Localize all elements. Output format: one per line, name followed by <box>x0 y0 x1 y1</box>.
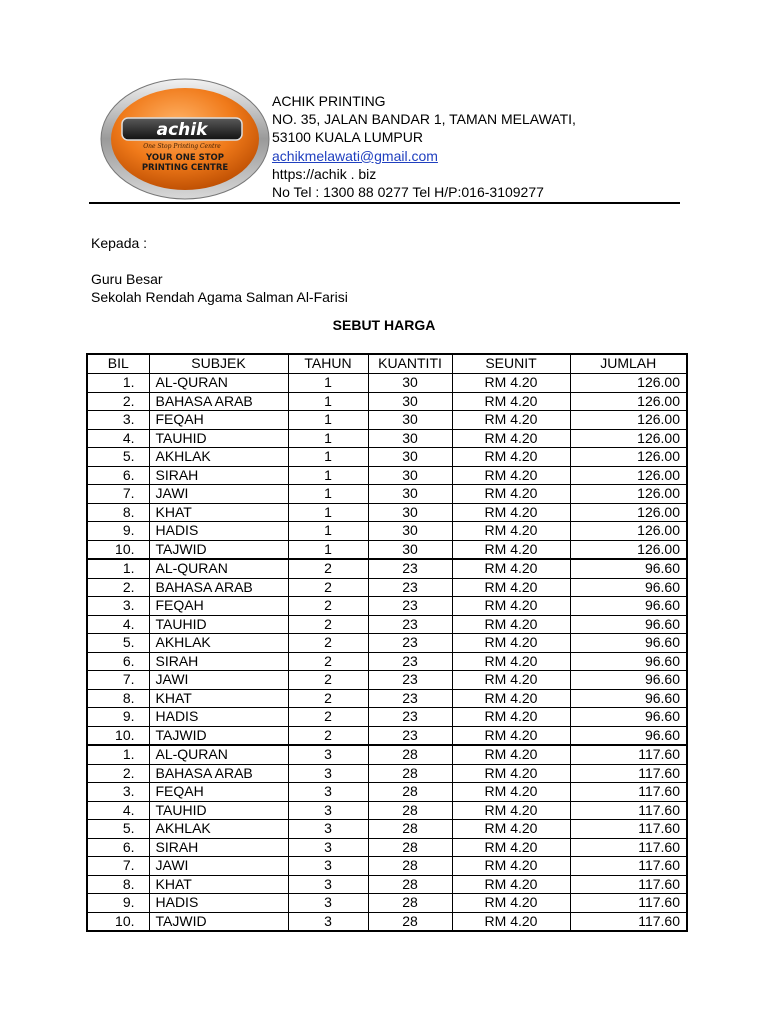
cell-seunit: RM 4.20 <box>452 503 570 522</box>
cell-subjek: SIRAH <box>149 466 288 485</box>
cell-kuantiti: 23 <box>368 578 452 597</box>
cell-kuantiti: 28 <box>368 912 452 931</box>
document-title: SEBUT HARGA <box>332 317 436 333</box>
table-body <box>87 374 687 932</box>
cell-tahun: 3 <box>288 820 368 839</box>
cell-tahun: 3 <box>288 801 368 820</box>
cell-subjek: KHAT <box>149 689 288 708</box>
cell-kuantiti: 30 <box>368 448 452 467</box>
cell-tahun: 2 <box>288 634 368 653</box>
cell-seunit: RM 4.20 <box>452 392 570 411</box>
cell-jumlah: 126.00 <box>570 485 687 504</box>
header-seunit: SEUNIT <box>452 354 570 374</box>
cell-kuantiti: 30 <box>368 411 452 430</box>
cell-bil: 7. <box>87 857 149 876</box>
cell-jumlah: 117.60 <box>570 764 687 783</box>
cell-jumlah: 117.60 <box>570 857 687 876</box>
cell-kuantiti: 30 <box>368 485 452 504</box>
cell-seunit: RM 4.20 <box>452 875 570 894</box>
cell-bil: 10. <box>87 540 149 559</box>
cell-seunit: RM 4.20 <box>452 745 570 764</box>
table-row <box>87 522 687 541</box>
cell-subjek: TAUHID <box>149 801 288 820</box>
salutation: Kepada : <box>91 235 148 251</box>
cell-tahun: 3 <box>288 764 368 783</box>
cell-seunit: RM 4.20 <box>452 429 570 448</box>
cell-jumlah: 96.60 <box>570 559 687 578</box>
cell-subjek: AKHLAK <box>149 448 288 467</box>
cell-seunit: RM 4.20 <box>452 652 570 671</box>
cell-jumlah: 96.60 <box>570 578 687 597</box>
cell-jumlah: 126.00 <box>570 540 687 559</box>
cell-seunit: RM 4.20 <box>452 615 570 634</box>
cell-seunit: RM 4.20 <box>452 374 570 393</box>
cell-tahun: 1 <box>288 522 368 541</box>
cell-bil: 7. <box>87 671 149 690</box>
cell-tahun: 2 <box>288 652 368 671</box>
cell-subjek: SIRAH <box>149 838 288 857</box>
cell-bil: 6. <box>87 652 149 671</box>
cell-tahun: 1 <box>288 485 368 504</box>
header-tahun: TAHUN <box>288 354 368 374</box>
cell-tahun: 2 <box>288 597 368 616</box>
cell-tahun: 3 <box>288 745 368 764</box>
recipient-line1: Guru Besar <box>91 270 163 287</box>
website: https://achik . biz <box>272 165 377 182</box>
cell-jumlah: 96.60 <box>570 597 687 616</box>
cell-tahun: 3 <box>288 838 368 857</box>
cell-kuantiti: 30 <box>368 522 452 541</box>
phone-numbers: No Tel : 1300 88 0277 Tel H/P:016-3109277 <box>272 184 544 201</box>
cell-tahun: 2 <box>288 559 368 578</box>
recipient-block <box>91 234 348 307</box>
table-row <box>87 485 687 504</box>
cell-tahun: 1 <box>288 448 368 467</box>
cell-kuantiti: 28 <box>368 764 452 783</box>
table-row <box>87 857 687 876</box>
cell-seunit: RM 4.20 <box>452 522 570 541</box>
table-row <box>87 671 687 690</box>
table-row <box>87 615 687 634</box>
company-info <box>272 92 576 201</box>
table-row <box>87 764 687 783</box>
logo-tagline-script: One Stop Printing Centre <box>143 143 221 150</box>
cell-seunit: RM 4.20 <box>452 708 570 727</box>
cell-bil: 4. <box>87 429 149 448</box>
achik-logo <box>100 78 270 200</box>
cell-subjek: TAJWID <box>149 540 288 559</box>
table-row <box>87 820 687 839</box>
cell-jumlah: 96.60 <box>570 652 687 671</box>
cell-kuantiti: 30 <box>368 503 452 522</box>
cell-jumlah: 96.60 <box>570 634 687 653</box>
cell-bil: 1. <box>87 374 149 393</box>
cell-bil: 4. <box>87 801 149 820</box>
table-row <box>87 540 687 559</box>
cell-subjek: HADIS <box>149 708 288 727</box>
table-row <box>87 689 687 708</box>
cell-tahun: 1 <box>288 429 368 448</box>
cell-subjek: JAWI <box>149 485 288 504</box>
cell-subjek: SIRAH <box>149 652 288 671</box>
cell-kuantiti: 30 <box>368 466 452 485</box>
table-row <box>87 912 687 931</box>
cell-seunit: RM 4.20 <box>452 540 570 559</box>
cell-tahun: 2 <box>288 689 368 708</box>
cell-seunit: RM 4.20 <box>452 411 570 430</box>
cell-bil: 7. <box>87 485 149 504</box>
recipient-line2: Sekolah Rendah Agama Salman Al-Farisi <box>91 289 348 305</box>
cell-subjek: AKHLAK <box>149 820 288 839</box>
table-row <box>87 875 687 894</box>
cell-jumlah: 96.60 <box>570 708 687 727</box>
cell-kuantiti: 28 <box>368 838 452 857</box>
cell-kuantiti: 28 <box>368 820 452 839</box>
cell-subjek: KHAT <box>149 875 288 894</box>
cell-seunit: RM 4.20 <box>452 634 570 653</box>
cell-jumlah: 126.00 <box>570 411 687 430</box>
cell-jumlah: 96.60 <box>570 615 687 634</box>
table-row <box>87 652 687 671</box>
cell-subjek: BAHASA ARAB <box>149 578 288 597</box>
table-row <box>87 559 687 578</box>
letterhead-divider <box>89 202 680 204</box>
cell-subjek: TAUHID <box>149 429 288 448</box>
table-row <box>87 578 687 597</box>
table-row <box>87 374 687 393</box>
cell-bil: 8. <box>87 689 149 708</box>
quotation-table <box>86 353 688 932</box>
cell-jumlah: 117.60 <box>570 783 687 802</box>
header-kuantiti: KUANTITI <box>368 354 452 374</box>
cell-subjek: JAWI <box>149 671 288 690</box>
cell-jumlah: 117.60 <box>570 894 687 913</box>
email-link[interactable]: achikmelawati@gmail.com <box>272 147 438 164</box>
cell-kuantiti: 30 <box>368 374 452 393</box>
cell-seunit: RM 4.20 <box>452 671 570 690</box>
cell-subjek: FEQAH <box>149 411 288 430</box>
cell-bil: 1. <box>87 745 149 764</box>
cell-tahun: 3 <box>288 783 368 802</box>
cell-seunit: RM 4.20 <box>452 485 570 504</box>
cell-tahun: 3 <box>288 857 368 876</box>
cell-seunit: RM 4.20 <box>452 559 570 578</box>
cell-tahun: 1 <box>288 411 368 430</box>
cell-seunit: RM 4.20 <box>452 578 570 597</box>
cell-seunit: RM 4.20 <box>452 894 570 913</box>
table-row <box>87 503 687 522</box>
cell-kuantiti: 30 <box>368 392 452 411</box>
cell-kuantiti: 23 <box>368 615 452 634</box>
cell-bil: 8. <box>87 503 149 522</box>
cell-jumlah: 126.00 <box>570 374 687 393</box>
table-row <box>87 708 687 727</box>
header-jumlah: JUMLAH <box>570 354 687 374</box>
cell-seunit: RM 4.20 <box>452 838 570 857</box>
cell-kuantiti: 23 <box>368 634 452 653</box>
cell-kuantiti: 30 <box>368 540 452 559</box>
cell-tahun: 2 <box>288 671 368 690</box>
cell-seunit: RM 4.20 <box>452 820 570 839</box>
table-row <box>87 597 687 616</box>
cell-seunit: RM 4.20 <box>452 726 570 745</box>
cell-tahun: 1 <box>288 466 368 485</box>
cell-subjek: BAHASA ARAB <box>149 392 288 411</box>
table-row <box>87 634 687 653</box>
cell-seunit: RM 4.20 <box>452 764 570 783</box>
cell-bil: 9. <box>87 522 149 541</box>
cell-bil: 10. <box>87 726 149 745</box>
table-row <box>87 411 687 430</box>
cell-bil: 9. <box>87 894 149 913</box>
header-bil: BIL <box>87 354 149 374</box>
cell-bil: 2. <box>87 392 149 411</box>
cell-bil: 3. <box>87 783 149 802</box>
address-line1: NO. 35, JALAN BANDAR 1, TAMAN MELAWATI, <box>272 111 576 128</box>
cell-subjek: HADIS <box>149 894 288 913</box>
cell-kuantiti: 30 <box>368 429 452 448</box>
cell-subjek: TAUHID <box>149 615 288 634</box>
cell-jumlah: 96.60 <box>570 689 687 708</box>
cell-jumlah: 117.60 <box>570 912 687 931</box>
cell-jumlah: 126.00 <box>570 448 687 467</box>
cell-kuantiti: 23 <box>368 652 452 671</box>
cell-seunit: RM 4.20 <box>452 597 570 616</box>
cell-kuantiti: 23 <box>368 671 452 690</box>
cell-kuantiti: 23 <box>368 559 452 578</box>
cell-tahun: 1 <box>288 503 368 522</box>
address-line2: 53100 KUALA LUMPUR <box>272 129 423 146</box>
cell-seunit: RM 4.20 <box>452 801 570 820</box>
cell-tahun: 3 <box>288 875 368 894</box>
table-row <box>87 429 687 448</box>
cell-bil: 5. <box>87 448 149 467</box>
logo-brand-text: achik <box>156 120 208 140</box>
cell-jumlah: 126.00 <box>570 522 687 541</box>
cell-seunit: RM 4.20 <box>452 783 570 802</box>
cell-bil: 6. <box>87 466 149 485</box>
cell-jumlah: 96.60 <box>570 671 687 690</box>
cell-jumlah: 96.60 <box>570 726 687 745</box>
logo-slogan-line2: PRINTING CENTRE <box>141 163 229 173</box>
table-row <box>87 448 687 467</box>
cell-bil: 5. <box>87 634 149 653</box>
cell-jumlah: 117.60 <box>570 838 687 857</box>
cell-bil: 4. <box>87 615 149 634</box>
cell-tahun: 1 <box>288 392 368 411</box>
cell-kuantiti: 28 <box>368 894 452 913</box>
cell-kuantiti: 23 <box>368 708 452 727</box>
table-row <box>87 392 687 411</box>
cell-subjek: JAWI <box>149 857 288 876</box>
cell-kuantiti: 23 <box>368 597 452 616</box>
cell-jumlah: 126.00 <box>570 392 687 411</box>
cell-tahun: 2 <box>288 726 368 745</box>
cell-subjek: BAHASA ARAB <box>149 764 288 783</box>
cell-jumlah: 126.00 <box>570 429 687 448</box>
cell-kuantiti: 28 <box>368 875 452 894</box>
cell-tahun: 1 <box>288 540 368 559</box>
cell-tahun: 3 <box>288 894 368 913</box>
table-row <box>87 801 687 820</box>
cell-kuantiti: 28 <box>368 745 452 764</box>
cell-jumlah: 117.60 <box>570 801 687 820</box>
table-header-row <box>87 354 687 374</box>
cell-subjek: AL-QURAN <box>149 559 288 578</box>
table-row <box>87 838 687 857</box>
cell-jumlah: 117.60 <box>570 875 687 894</box>
cell-bil: 3. <box>87 411 149 430</box>
cell-bil: 2. <box>87 578 149 597</box>
header-subjek: SUBJEK <box>149 354 288 374</box>
cell-subjek: AL-QURAN <box>149 745 288 764</box>
cell-kuantiti: 23 <box>368 726 452 745</box>
cell-seunit: RM 4.20 <box>452 689 570 708</box>
cell-seunit: RM 4.20 <box>452 857 570 876</box>
cell-subjek: FEQAH <box>149 783 288 802</box>
cell-jumlah: 126.00 <box>570 466 687 485</box>
cell-subjek: AL-QURAN <box>149 374 288 393</box>
logo-slogan-line1: YOUR ONE STOP <box>146 153 224 163</box>
cell-bil: 6. <box>87 838 149 857</box>
cell-bil: 1. <box>87 559 149 578</box>
cell-kuantiti: 28 <box>368 857 452 876</box>
cell-bil: 3. <box>87 597 149 616</box>
company-name: ACHIK PRINTING <box>272 93 386 109</box>
cell-tahun: 3 <box>288 912 368 931</box>
cell-bil: 9. <box>87 708 149 727</box>
table-row <box>87 894 687 913</box>
cell-kuantiti: 28 <box>368 801 452 820</box>
cell-subjek: KHAT <box>149 503 288 522</box>
cell-subjek: TAJWID <box>149 726 288 745</box>
table-row <box>87 466 687 485</box>
cell-bil: 8. <box>87 875 149 894</box>
cell-tahun: 1 <box>288 374 368 393</box>
table-row <box>87 783 687 802</box>
cell-bil: 5. <box>87 820 149 839</box>
cell-jumlah: 117.60 <box>570 820 687 839</box>
cell-tahun: 2 <box>288 708 368 727</box>
cell-bil: 10. <box>87 912 149 931</box>
table-row <box>87 726 687 745</box>
cell-kuantiti: 23 <box>368 689 452 708</box>
cell-seunit: RM 4.20 <box>452 912 570 931</box>
table-row <box>87 745 687 764</box>
cell-jumlah: 117.60 <box>570 745 687 764</box>
cell-seunit: RM 4.20 <box>452 448 570 467</box>
cell-seunit: RM 4.20 <box>452 466 570 485</box>
cell-tahun: 2 <box>288 615 368 634</box>
cell-jumlah: 126.00 <box>570 503 687 522</box>
cell-subjek: AKHLAK <box>149 634 288 653</box>
cell-subjek: HADIS <box>149 522 288 541</box>
cell-kuantiti: 28 <box>368 783 452 802</box>
cell-tahun: 2 <box>288 578 368 597</box>
cell-bil: 2. <box>87 764 149 783</box>
cell-subjek: FEQAH <box>149 597 288 616</box>
cell-subjek: TAJWID <box>149 912 288 931</box>
